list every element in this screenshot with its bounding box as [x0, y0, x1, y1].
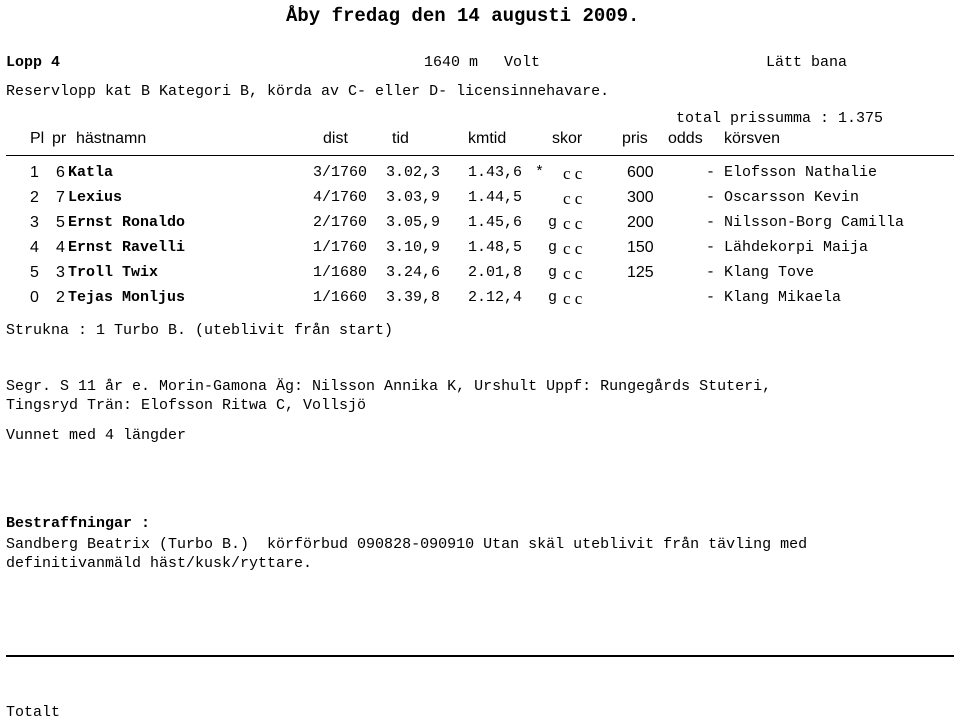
row-horse: Troll Twix	[68, 264, 159, 281]
row-gallop: g	[548, 214, 558, 231]
row-driver: - Oscarsson Kevin	[706, 189, 860, 206]
row-shoes: c c	[563, 164, 583, 183]
row-horse: Ernst Ravelli	[68, 239, 186, 256]
track-condition: Lätt bana	[766, 54, 848, 71]
scratched-note: Strukna : 1 Turbo B. (uteblivit från start)	[6, 322, 394, 339]
winner-info-line2: Tingsryd Trän: Elofsson Ritwa C, Vollsjö	[6, 397, 367, 414]
row-tid: 3.05,9	[386, 214, 441, 231]
header-divider	[6, 155, 954, 156]
row-gallop: g	[548, 264, 558, 281]
row-kmtid: 1.48,5	[468, 239, 523, 256]
row-tid: 3.02,3	[386, 164, 441, 181]
row-dist: 1/1680	[313, 264, 368, 281]
row-shoes: c c	[563, 214, 583, 233]
col-kmtid: kmtid	[468, 130, 507, 147]
footer-total-label: Totalt	[6, 704, 61, 721]
footer-divider	[6, 655, 954, 657]
row-kmtid: 1.44,5	[468, 189, 523, 206]
race-number: Lopp 4	[6, 54, 61, 71]
row-shoes: c c	[563, 289, 583, 308]
race-start-type: Volt	[504, 54, 541, 71]
table-row	[0, 289, 960, 309]
table-row	[0, 189, 960, 209]
page-title: Åby fredag den 14 augusti 2009.	[286, 5, 640, 27]
row-pris: 150	[627, 239, 654, 256]
col-skor: skor	[552, 130, 583, 147]
row-dist: 2/1760	[313, 214, 368, 231]
table-row	[0, 239, 960, 259]
col-odds: odds	[668, 130, 703, 147]
row-horse: Katla	[68, 164, 114, 181]
row-gallop: g	[548, 289, 558, 306]
row-tid: 3.03,9	[386, 189, 441, 206]
row-pr: 2	[56, 289, 65, 306]
table-row	[0, 164, 960, 184]
row-horse: Ernst Ronaldo	[68, 214, 186, 231]
row-pris: 200	[627, 214, 654, 231]
row-pr: 6	[56, 164, 65, 181]
row-horse: Tejas Monljus	[68, 289, 186, 306]
row-pl: 3	[30, 214, 39, 231]
winning-margin: Vunnet med 4 längder	[6, 427, 187, 444]
row-shoes: c c	[563, 264, 583, 283]
col-tid: tid	[392, 130, 409, 147]
race-distance: 1640 m	[424, 54, 479, 71]
row-gallop: g	[548, 239, 558, 256]
row-shoes: c c	[563, 239, 583, 258]
col-driver: körsven	[724, 130, 781, 147]
col-pris: pris	[622, 130, 648, 147]
row-kmtid: 1.43,6	[468, 164, 523, 181]
row-driver: - Lähdekorpi Maija	[706, 239, 869, 256]
race-description: Reservlopp kat B Kategori B, körda av C- eller D- licensinnehavare.	[6, 83, 610, 100]
row-pl: 4	[30, 239, 39, 256]
winner-info-line1: Segr. S 11 år e. Morin-Gamona Äg: Nilsson Annika K, Urshult Uppf: Rungegårds Stuteri,	[6, 378, 772, 395]
row-pris: 300	[627, 189, 654, 206]
row-tid: 3.39,8	[386, 289, 441, 306]
penalties-heading: Bestraffningar :	[6, 515, 151, 532]
row-driver: - Elofsson Nathalie	[706, 164, 878, 181]
row-mark: *	[535, 164, 545, 181]
row-dist: 3/1760	[313, 164, 368, 181]
row-pl: 1	[30, 164, 39, 181]
col-horse: hästnamn	[76, 130, 147, 147]
row-driver: - Klang Mikaela	[706, 289, 842, 306]
row-dist: 4/1760	[313, 189, 368, 206]
row-dist: 1/1660	[313, 289, 368, 306]
row-pl: 2	[30, 189, 39, 206]
row-horse: Lexius	[68, 189, 123, 206]
penalty-line2: definitivanmäld häst/kusk/ryttare.	[6, 555, 313, 572]
row-pris: 125	[627, 264, 654, 281]
row-driver: - Nilsson-Borg Camilla	[706, 214, 905, 231]
penalty-line1: Sandberg Beatrix (Turbo B.) körförbud 090828-090910 Utan skäl uteblivit från tävling med	[6, 536, 808, 553]
row-shoes: c c	[563, 189, 583, 208]
total-prize: total prissumma : 1.375	[676, 110, 884, 127]
table-row	[0, 264, 960, 284]
row-driver: - Klang Tove	[706, 264, 815, 281]
table-row	[0, 214, 960, 234]
row-pr: 7	[56, 189, 65, 206]
col-dist: dist	[323, 130, 348, 147]
row-pr: 4	[56, 239, 65, 256]
col-pl: Pl	[30, 130, 45, 147]
row-kmtid: 2.01,8	[468, 264, 523, 281]
row-pr: 5	[56, 214, 65, 231]
row-pl: 5	[30, 264, 39, 281]
row-pr: 3	[56, 264, 65, 281]
row-tid: 3.10,9	[386, 239, 441, 256]
col-pr: pr	[52, 130, 67, 147]
row-pl: 0	[30, 289, 39, 306]
row-tid: 3.24,6	[386, 264, 441, 281]
row-kmtid: 1.45,6	[468, 214, 523, 231]
row-dist: 1/1760	[313, 239, 368, 256]
row-kmtid: 2.12,4	[468, 289, 523, 306]
row-pris: 600	[627, 164, 654, 181]
